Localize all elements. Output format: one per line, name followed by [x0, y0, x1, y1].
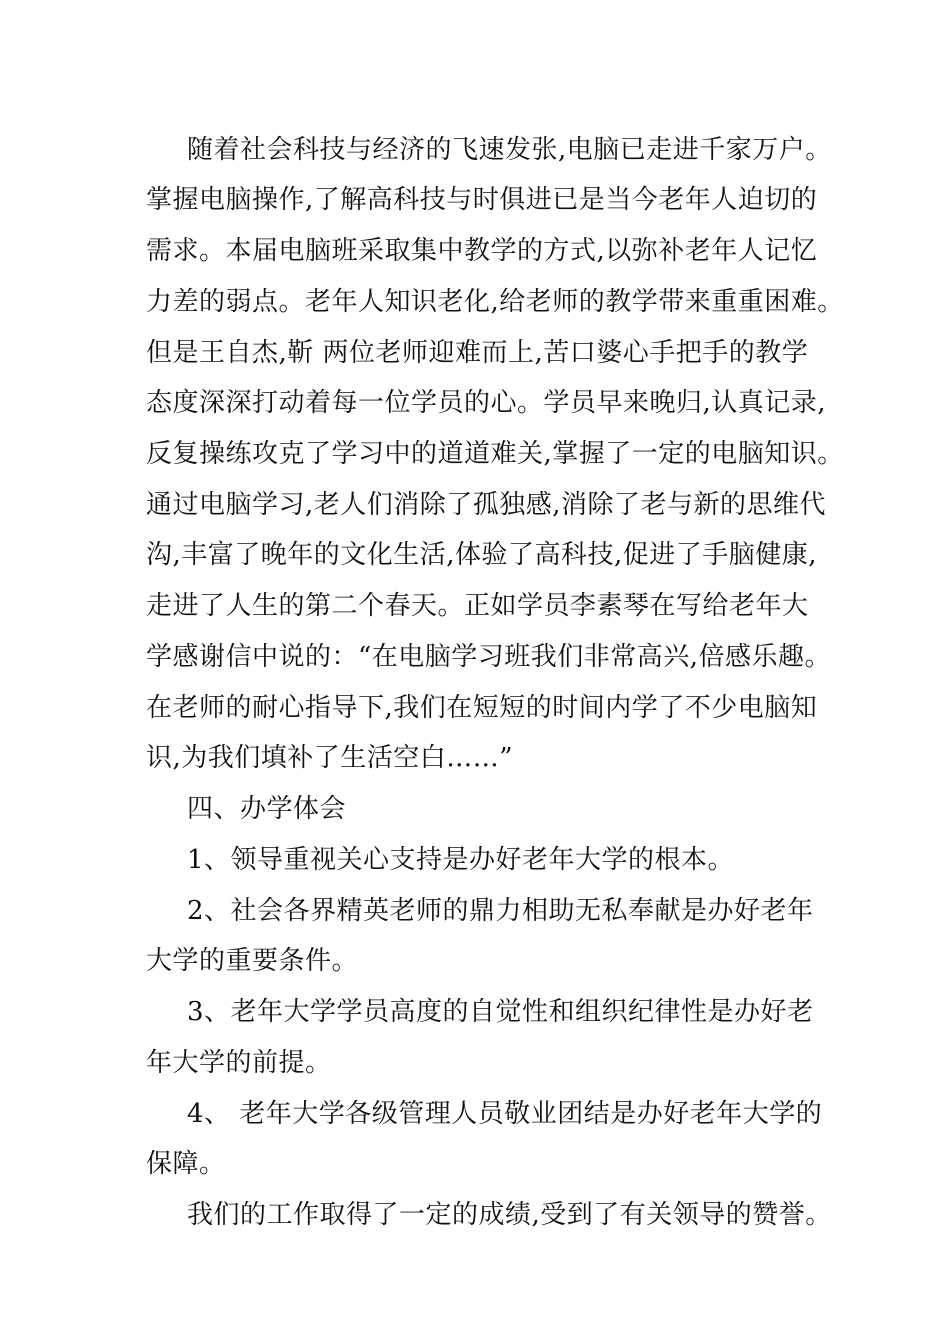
paragraph-line: 需求。本届电脑班采取集中教学的方式,以弥补老年人记忆	[146, 236, 818, 266]
paragraph-line: 掌握电脑操作,了解高科技与时俱进已是当今老年人迫切的	[146, 185, 818, 215]
list-item: 2、社会各界精英老师的鼎力相助无私奉献是办好老年	[187, 896, 814, 926]
paragraph-line: 力差的弱点。老年人知识老化,给老师的教学带来重重困难。	[146, 287, 844, 317]
list-item-continuation: 大学的重要条件。	[146, 946, 359, 976]
paragraph-line: 通过电脑学习,老人们消除了孤独感,消除了老与新的思维代	[146, 490, 827, 520]
list-item-continuation: 年大学的前提。	[146, 1048, 332, 1078]
paragraph-line: 识,为我们填补了生活空白……”	[146, 743, 514, 773]
paragraph-line: 沟,丰富了晚年的文化生活,体验了高科技,促进了手脑健康,	[146, 540, 818, 570]
list-item: 4、 老年大学各级管理人员敬业团结是办好老年大学的	[187, 1099, 823, 1129]
paragraph-line: 我们的工作取得了一定的成绩,受到了有关领导的赞誉。	[187, 1200, 832, 1230]
list-item: 1、领导重视关心支持是办好老年大学的根本。	[187, 845, 735, 875]
paragraph-line: 反复操练攻克了学习中的道道难关,掌握了一定的电脑知识。	[146, 439, 844, 469]
paragraph-line: 随着社会科技与经济的飞速发张,电脑已走进千家万户。	[187, 135, 832, 165]
paragraph-line: 态度深深打动着每一位学员的心。学员早来晚归,认真记录,	[146, 388, 827, 418]
paragraph-line: 走进了人生的第二个春天。正如学员李素琴在写给老年大	[146, 591, 809, 621]
paragraph-line: 学感谢信中说的：“在电脑学习班我们非常高兴,倍感乐趣。	[146, 642, 832, 672]
section-heading: 四、办学体会	[187, 794, 347, 824]
list-item: 3、老年大学学员高度的自觉性和组织纪律性是办好老	[187, 997, 814, 1027]
paragraph-line: 但是王自杰,靳 两位老师迎难而上,苦口婆心手把手的教学	[146, 338, 809, 368]
list-item-continuation: 保障。	[146, 1149, 226, 1179]
paragraph-line: 在老师的耐心指导下,我们在短短的时间内学了不少电脑知	[146, 693, 818, 723]
